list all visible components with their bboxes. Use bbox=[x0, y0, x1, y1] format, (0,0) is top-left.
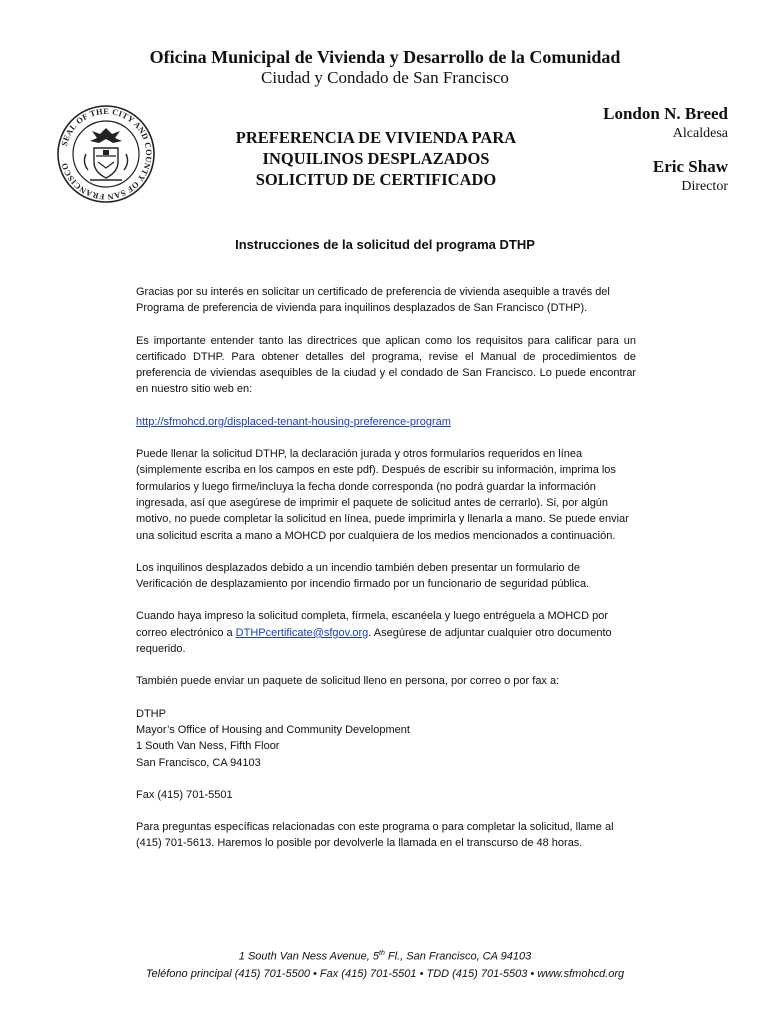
footer-text: 1 South Van Ness Avenue, 5 bbox=[238, 950, 380, 963]
footer-text: Fl., San Francisco, CA 94103 bbox=[384, 950, 532, 963]
instructions-body bbox=[136, 284, 636, 868]
document-title bbox=[170, 127, 582, 190]
document-title-line: SOLICITUD DE CERTIFICADO bbox=[255, 170, 497, 189]
city-seal-logo bbox=[56, 104, 156, 204]
paragraph: Gracias por su interés en solicitar un certificado de preferencia de vivienda asequible a través del Programa de preferencia de vivienda para inquilinos desplazados de San Francisco (DTHP). bbox=[136, 286, 610, 315]
paragraph-text: . Asegúrese de adjuntar cualquier otro documento requerido. bbox=[136, 626, 612, 656]
page-footer bbox=[0, 945, 770, 983]
official-name: Eric Shaw bbox=[652, 157, 728, 176]
footer-contact: Teléfono principal (415) 701-5500 • Fax (415) 701-5501 • TDD (415) 701-5503 • www.sfmohcd.org bbox=[145, 967, 625, 980]
footer-superscript: th bbox=[379, 950, 385, 957]
address-line: DTHP bbox=[136, 707, 166, 720]
program-link-paragraph bbox=[136, 414, 636, 430]
fax-number: Fax (415) 701-5501 bbox=[136, 788, 233, 801]
address-line: San Francisco, CA 94103 bbox=[136, 756, 261, 769]
official-name: London N. Breed bbox=[603, 104, 728, 123]
mailing-address bbox=[136, 706, 636, 771]
section-heading: Instrucciones de la solicitud del programa DTHP bbox=[235, 237, 535, 252]
document-title-line: PREFERENCIA DE VIVIENDA PARA bbox=[235, 128, 517, 147]
email-link[interactable]: DTHPcertificate@sfgov.org bbox=[235, 626, 369, 639]
svg-text:SEAL OF THE CITY AND COUNTY OF: SEAL OF THE CITY AND COUNTY OF SAN FRANCISCO bbox=[59, 106, 154, 202]
address-line: 1 South Van Ness, Fifth Floor bbox=[136, 740, 280, 753]
org-subtitle: Ciudad y Condado de San Francisco bbox=[261, 68, 509, 87]
paragraph: También puede enviar un paquete de solicitud lleno en persona, por correo o por fax a: bbox=[136, 675, 560, 688]
document-title-line: INQUILINOS DESPLAZADOS bbox=[262, 149, 490, 168]
footer-address bbox=[0, 945, 770, 966]
address-line: Mayor’s Office of Housing and Community Development bbox=[136, 723, 410, 736]
email-paragraph bbox=[136, 608, 636, 657]
official-role: Director bbox=[681, 179, 728, 194]
program-link[interactable]: http://sfmohcd.org/displaced-tenant-housing-preference-program bbox=[136, 415, 451, 428]
org-title: Oficina Municipal de Vivienda y Desarrollo de la Comunidad bbox=[149, 47, 621, 67]
official-role: Alcaldesa bbox=[672, 126, 728, 141]
paragraph: Puede llenar la solicitud DTHP, la declaración jurada y otros formularios requeridos en línea (simplemente escriba en los campos en este pdf). Después de escribir su información, imprima los formularios y luego firme/incluya la fecha donde corresponda (no podrá guardar la información ingresada, así que asegúrese de imprimir el paquete de solicitud antes de cerrarlo). Si, por algún motivo, no puede completar la solicitud en línea, puede imprimirla y llenarla a mano. Se puede enviar una solicitud escrita a mano a MOHCD por cualquiera de los medios mencionados a continuación. bbox=[136, 448, 629, 542]
paragraph: Los inquilinos desplazados debido a un incendio también deben presentar un formulario de Verificación de desplazamiento por incendio firmado por un funcionario de seguridad pública. bbox=[136, 561, 590, 591]
paragraph-text: Cuando haya impreso la solicitud completa, fírmela, escanéela y luego entréguela a MOHCD por correo electrónico a bbox=[136, 610, 609, 639]
paragraph: Para preguntas específicas relacionadas con este programa o para completar la solicitud, llame al (415) 701-5613. Haremos lo posible por devolverle la llamada en el transcurso de 48 horas. bbox=[136, 821, 614, 850]
paragraph: Es importante entender tanto las directrices que aplican como los requisitos para calificar para un certificado DTHP. Para obtener detalles del programa, revise el Manual de procedimientos de preferencia de viviendas asequibles de la ciudad y el condado de San Francisco. Lo puede encontrar en nuestro sitio web en: bbox=[136, 334, 636, 396]
